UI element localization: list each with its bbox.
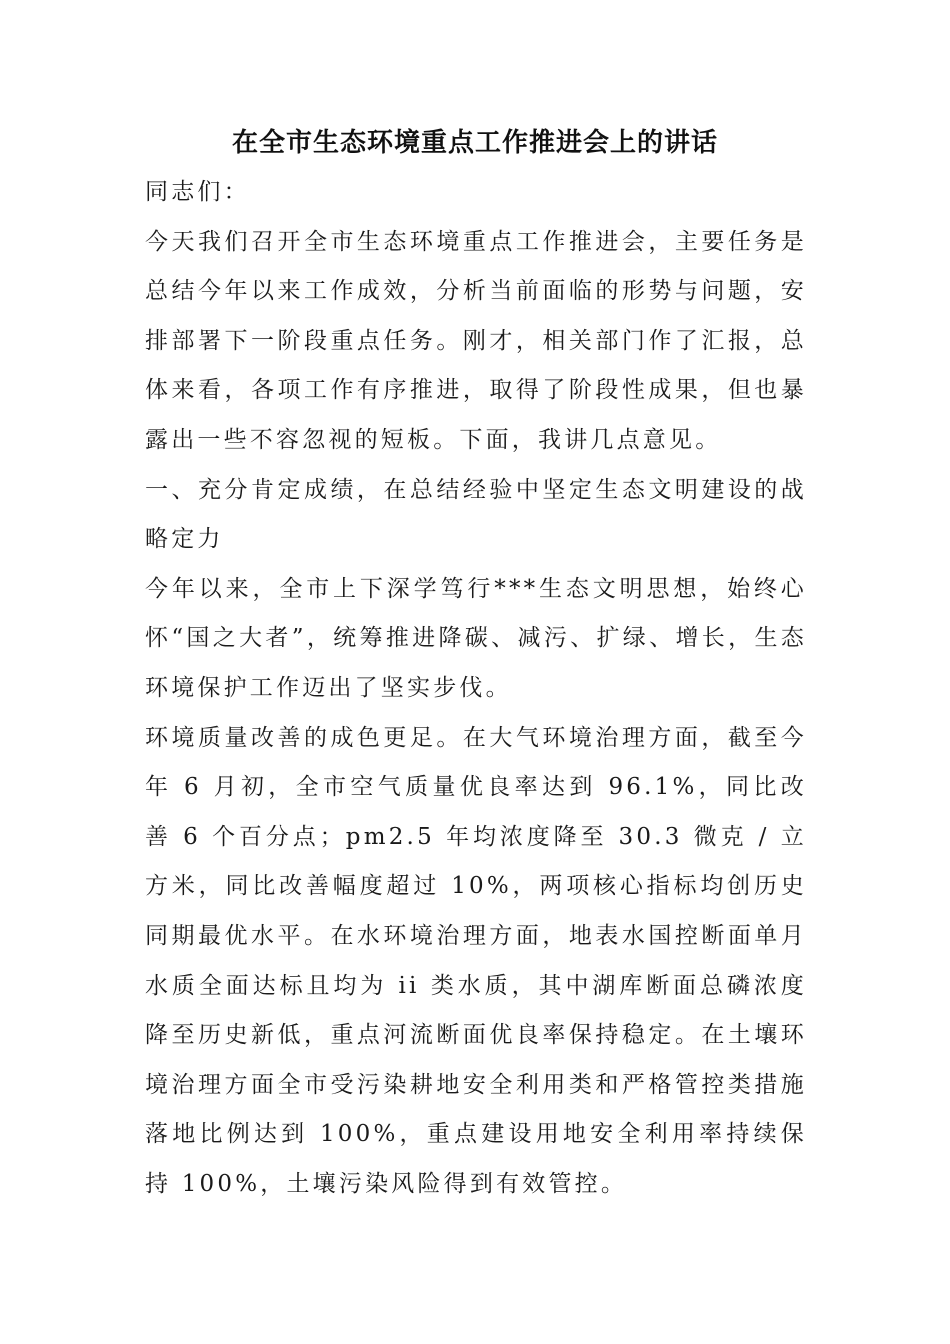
document-title: 在全市生态环境重点工作推进会上的讲话 (231, 128, 718, 158)
intro-paragraph: 今天我们召开全市生态环境重点工作推进会，主要任务是总结今年以来工作成效，分析当前面临的形势与问题，安排部署下一阶段重点任务。刚才，相关部门作了汇报，总体来看，各项工作有序推进，取得了阶段性成果，但也暴露出一些不容忽视的短板。下面，我讲几点意见。 (145, 228, 807, 453)
body-paragraph: 今年以来，全市上下深学笃行***生态文明思想，始终心怀“国之大者”，统筹推进降碳、减污、扩绿、增长，生态环境保护工作迈出了坚实步伐。 (145, 575, 807, 701)
document-body (145, 168, 807, 1209)
body-paragraph: 环境质量改善的成色更足。在大气环境治理方面，截至今年 6 月初，全市空气质量优良率达到 96.1%，同比改善 6 个百分点；pm2.5 年均浓度降至 30.3 微克 / 立方米，同比改善幅度超过 10%，两项核心指标均创历史同期最优水平。在水环境治理方面，地表水国控断面单月水质全面达标且均为 ii 类水质，其中湖库断面总磷浓度降至历史新低，重点河流断面优良率保持稳定。在土壤环境治理方面全市受污染耕地安全利用类和严格管控类措施落地比例达到 100%，重点建设用地安全利用率持续保持 100%，土壤污染风险得到有效管控。 (145, 724, 807, 1197)
salutation: 同志们： (145, 179, 250, 205)
section-heading-1: 一、充分肯定成绩，在总结经验中坚定生态文明建设的战略定力 (145, 476, 807, 553)
